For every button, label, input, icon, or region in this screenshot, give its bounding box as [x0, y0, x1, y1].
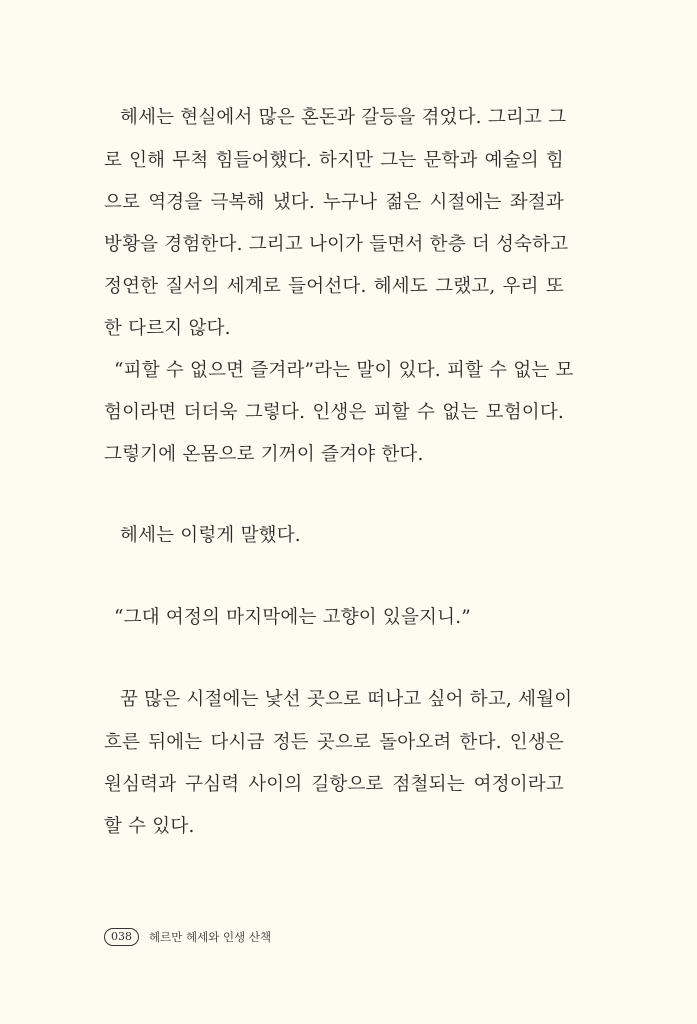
paragraph-1-line-6: 한 다르지 않다.: [104, 318, 231, 339]
paragraph-4-line-4: 할 수 있다.: [104, 816, 195, 837]
paragraph-1-line-3: 으로 역경을 극복해 냈다. 누구나 젊은 시절에는 좌절과: [104, 192, 564, 213]
paragraph-4-line-2: 흐른 뒤에는 다시금 정든 곳으로 돌아오려 한다. 인생은: [104, 732, 564, 753]
paragraph-1-line-4: 방황을 경험한다. 그리고 나이가 들면서 한층 더 성숙하고: [104, 234, 569, 255]
paragraph-4-line-3: 원심력과 구심력 사이의 길항으로 점철되는 여정이라고: [104, 774, 564, 795]
paragraph-2-line-3: 그렇기에 온몸으로 기꺼이 즐겨야 한다.: [104, 444, 424, 465]
paragraph-2-line-1: “피할 수 없으면 즐겨라”라는 말이 있다. 피할 수 없는 모: [114, 360, 574, 381]
paragraph-1-line-2: 로 인해 무척 힘들어했다. 하지만 그는 문학과 예술의 힘: [104, 150, 564, 171]
paragraph-4-line-1: 꿈 많은 시절에는 낯선 곳으로 떠나고 싶어 하고, 세월이: [120, 689, 573, 710]
page-footer: [104, 928, 271, 946]
book-title: 헤르만 헤세와 인생 산책: [149, 930, 272, 944]
quote-line-1: “그대 여정의 마지막에는 고향이 있을지니.”: [114, 607, 471, 628]
paragraph-3-line-1: 헤세는 이렇게 말했다.: [120, 525, 301, 546]
paragraph-2-line-2: 험이라면 더더욱 그렇다. 인생은 피할 수 없는 모험이다.: [104, 402, 564, 423]
page-number: 038: [104, 928, 139, 946]
paragraph-1-line-1: 헤세는 현실에서 많은 혼돈과 갈등을 겪었다. 그리고 그: [120, 107, 567, 128]
paragraph-1-line-5: 정연한 질서의 세계로 들어선다. 헤세도 그랬고, 우리 또: [104, 276, 564, 297]
